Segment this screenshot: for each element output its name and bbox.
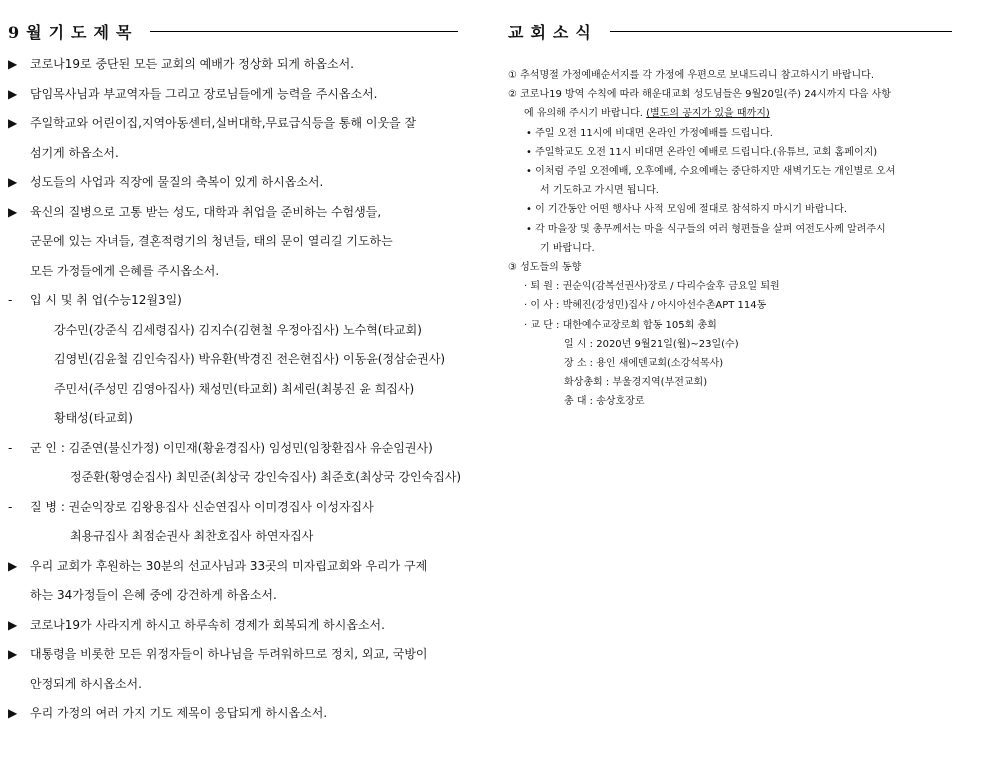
news-line [508,85,952,104]
prayer-text: 안정되게 하시옵소서. [30,676,142,691]
prayer-line [8,139,458,169]
prayer-text: 김영빈(김윤철 김인숙집사) 박유환(박경진 전은현집사) 이동윤(정삼순권사) [54,352,446,366]
prayer-line [8,640,458,670]
triangle-bullet-icon: ▶ [8,647,18,661]
prayer-text: 강수민(강준식 김세령집사) 김지수(김현철 우정아집사) 노수혁(타교회) [54,322,422,337]
prayer-text: 질 병 : 권순익장로 김왕용집사 신순연집사 이미경집사 이성자집사 [30,499,374,514]
prayer-line [8,463,462,493]
news-line [508,162,952,181]
news-text: ② 코로나19 방역 수칙에 따라 해운대교회 성도님들은 9월20일(주) 24시까지 다음 사항 [508,89,891,101]
prayer-line [8,109,458,139]
news-line [508,277,952,296]
triangle-bullet-icon: ▶ [8,204,18,219]
prayer-line [8,493,458,523]
prayer-line [8,198,458,228]
prayer-text: 황태성(타교회) [54,411,133,425]
news-line [508,373,952,392]
news-text: 일 시 : 2020년 9월21일(월)~23일(수) [564,338,739,350]
prayer-column [8,0,462,729]
prayer-line [8,227,458,257]
prayer-text: 코로나19로 중단된 모든 교회의 예배가 정상화 되게 하옵소서. [30,57,354,71]
news-title: 교회소식 [508,22,598,42]
news-line [508,104,952,123]
dash-bullet: - [8,499,13,514]
news-header [508,16,952,46]
header-rule [610,31,952,32]
news-list [508,66,952,412]
news-text: • 이 기간동안 어떤 행사나 사적 모임에 절대로 참석하지 마시기 바랍니다. [526,204,848,216]
news-text: · 퇴 원 : 권순익(감복선권사)장로 / 다리수술후 금요일 퇴원 [524,281,780,293]
triangle-bullet-icon: ▶ [8,558,18,573]
news-text: 총 대 : 송상호장로 [564,396,645,408]
news-line [508,316,952,335]
prayer-text: 군문에 있는 자녀들, 결혼적령기의 청년들, 태의 문이 열리길 기도하는 [30,234,393,248]
prayer-text: 주민서(주성민 김영아집사) 채성민(타교회) 최세린(최봉진 윤 희집사) [54,381,415,396]
prayer-text: 육신의 질병으로 고통 받는 성도, 대학과 취업을 준비하는 수험생들, [30,204,382,219]
news-line [508,143,952,162]
news-text: 서 기도하고 가시면 됩니다. [540,185,659,197]
news-line [508,354,952,373]
dash-bullet: - [8,440,13,455]
triangle-bullet-icon: ▶ [8,175,18,189]
prayer-text: 입 시 및 취 업(수능12월3일) [30,293,182,307]
prayer-title: 9월기도제목 [8,22,139,42]
prayer-line [8,670,458,700]
prayer-text: 담임목사님과 부교역자들 그리고 장로님들에게 능력을 주시옵소서. [30,86,378,101]
header-rule [150,31,458,32]
news-text: • 각 마을장 및 총무께서는 마을 식구들의 여러 형편들을 살펴 여전도사께 알려주시 [526,223,886,235]
prayer-header [8,16,458,46]
news-text: · 교 단 : 대한예수교장로회 합동 105회 총회 [524,319,717,331]
news-column [508,0,952,412]
prayer-text: 최용규집사 최점순권사 최찬호집사 하연자집사 [70,529,314,543]
news-text: 장 소 : 용인 새에덴교회(소강석목사) [564,358,724,370]
news-text: ③ 성도들의 동향 [508,262,582,274]
news-text: 에 유의해 주시기 바랍니다. [524,108,647,120]
prayer-line [8,50,458,80]
prayer-line [8,522,458,552]
prayer-text: 정준환(황영순집사) 최민준(최상국 강인숙집사) 최준호(최상국 강인숙집사) [70,470,462,484]
prayer-line [8,80,458,110]
news-line [508,124,952,143]
prayer-line [8,316,458,346]
prayer-line [8,286,458,316]
news-text: • 주일학교도 오전 11시 비대면 온라인 예배로 드립니다.(유튜브, 교회 홈페이지) [526,146,878,158]
prayer-text: 대통령을 비롯한 모든 위정자들이 하나님을 두려워하므로 정치, 외교, 국방이 [30,647,428,661]
news-text: 기 바랍니다. [540,242,595,254]
prayer-line [8,345,458,375]
prayer-line [8,375,458,405]
triangle-bullet-icon: ▶ [8,706,18,720]
prayer-line [8,404,458,434]
news-line [508,200,952,219]
news-line [508,239,952,258]
prayer-line [8,168,458,198]
prayer-text: 성도들의 사업과 직장에 물질의 축복이 있게 하시옵소서. [30,175,324,189]
news-line [508,181,952,200]
news-text: 화상총회 : 부울경지역(부전교회) [564,377,708,389]
news-line [508,335,952,354]
prayer-text: 우리 교회가 후원하는 30분의 선교사님과 33곳의 미자립교회와 우리가 구제 [30,558,428,573]
news-line [508,392,952,411]
prayer-text: 우리 가정의 여러 가지 기도 제목이 응답되게 하시옵소서. [30,706,328,720]
news-text: ① 추석명절 가정예배순서지를 각 가정에 우편으로 보내드리니 참고하시기 바랍니다. [508,70,875,81]
news-line [508,296,952,315]
prayer-text: 섬기게 하옵소서. [30,145,119,160]
prayer-text: 군 인 : 김준연(불신가정) 이민재(황윤경집사) 임성민(임창환집사 유순임권사) [30,440,433,455]
prayer-list [8,50,462,729]
triangle-bullet-icon: ▶ [8,116,18,130]
prayer-line [8,699,458,729]
news-text: • 주일 오전 11시에 비대면 온라인 가정예배를 드립니다. [526,127,773,139]
triangle-bullet-icon: ▶ [8,617,18,632]
prayer-text: 하는 34가정들이 은혜 중에 강건하게 하옵소서. [30,588,277,602]
underlined-note: (별도의 공지가 있을 때까지) [646,108,770,120]
news-text: • 이처럼 주일 오전예배, 오후예배, 수요예배는 중단하지만 새벽기도는 개인별로 오셔 [526,166,896,178]
triangle-bullet-icon: ▶ [8,57,18,71]
prayer-line [8,581,458,611]
news-line [508,220,952,239]
prayer-line [8,611,458,641]
dash-bullet: - [8,293,13,307]
prayer-text: 코로나19가 사라지게 하시고 하루속히 경제가 회복되게 하시옵소서. [30,617,385,632]
triangle-bullet-icon: ▶ [8,86,18,101]
news-text: · 이 사 : 박혜진(강성민)집사 / 아시아선수촌APT 114동 [524,300,767,312]
prayer-text: 모든 가정들에게 은혜를 주시옵소서. [30,263,220,278]
news-line [508,258,952,277]
prayer-line [8,257,458,287]
prayer-text: 주일학교와 어린이집,지역아동센터,실버대학,무료급식등을 통해 이웃을 잘 [30,116,417,130]
news-line [508,66,952,85]
prayer-line [8,434,458,464]
prayer-line [8,552,458,582]
